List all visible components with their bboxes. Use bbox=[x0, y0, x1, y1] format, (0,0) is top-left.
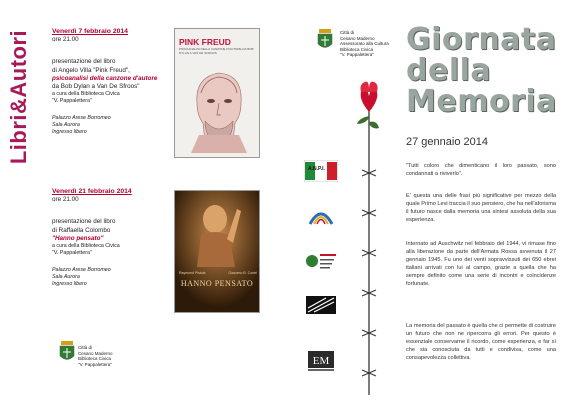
footer-org-line: Biblioteca Civica bbox=[78, 356, 112, 362]
arch-logo-icon bbox=[304, 204, 338, 226]
event-2-venue bbox=[52, 267, 172, 288]
event-1-venue-room: Sala Aurora bbox=[52, 122, 80, 129]
event-1-library: "V. Pappalettera" bbox=[52, 98, 92, 105]
book-cover-hanno-pensato bbox=[174, 190, 260, 313]
event-2-curator: a cura della Biblioteca Civica bbox=[52, 243, 120, 250]
footer-org-line: "V. Pappalettera" bbox=[78, 361, 112, 367]
book-2-title: HANNO PENSATO bbox=[180, 279, 254, 288]
event-2-date: Venerdì 21 febbraio 2014 bbox=[52, 188, 132, 195]
main-title-line-1: Giornata bbox=[406, 22, 557, 57]
event-2-venue-room: Sala Aurora bbox=[52, 274, 80, 281]
event-1-book-title: psicoanalisi della canzone d'autore bbox=[52, 74, 158, 82]
painting-image bbox=[175, 191, 260, 313]
event-1-venue-entry: Ingresso libero bbox=[52, 129, 87, 136]
event-2-book-title: "Hanno pensato" bbox=[52, 234, 104, 242]
event-2-venue-entry: Ingresso libero bbox=[52, 281, 87, 288]
event-1-curator: a cura della Biblioteca Civica bbox=[52, 91, 120, 98]
event-2 bbox=[52, 188, 172, 288]
freud-portrait-image bbox=[183, 63, 255, 153]
brand-vertical-title bbox=[6, 22, 32, 172]
event-2-line: di Raffaella Colombo bbox=[52, 226, 111, 234]
event-2-time: ore 21.00 bbox=[52, 196, 79, 204]
header-org-line: Biblioteca Civica bbox=[340, 46, 374, 52]
header-org-line: Città di bbox=[340, 30, 355, 35]
book-1-title: PINK FREUD bbox=[179, 37, 231, 47]
paragraph-3: La memoria del passato è quella che ci permette di costruire un futuro che non ne ripercorra gli errori. Per questo è essenziale conservarne il ricordo, come esperienza, e far sì che sia conosciuta da tutti e condivisa, come una consapevolezza collettiva. bbox=[406, 323, 556, 362]
event-1-time: ore 21.00 bbox=[52, 36, 79, 44]
event-1-line: presentazione del libro bbox=[52, 58, 116, 66]
header-org-line: "V. Pappalettera" bbox=[340, 52, 374, 58]
paragraph-1: E' questa una delle frasi più significative per mezzo della quale Primo Levi traccia il suo pensiero, che ha nell'aforisma il futuro nasce dalla memoria una sintesi assoluta della sua esperienza. bbox=[406, 193, 556, 224]
anpi-logo bbox=[304, 160, 338, 182]
paragraph-2: Internato ad Auschwitz nel febbraio del 1944, vi rimase fino alla liberazione da parte dell'Armata Rossa avvenuta il 27 gennaio 1945. Fu uno dei venti sopravvissuti dei 650 ebrei italiani arrivati con lui al campo, grazie a quella che ha sempre definito come una serie di incontri e coincidenze fortunate. bbox=[406, 241, 556, 288]
event-1-date: Venerdì 7 febbraio 2014 bbox=[52, 28, 128, 35]
anpi-label: A.N.P.I. bbox=[308, 166, 325, 172]
book-2-author-left: Raymond Pistoia bbox=[179, 271, 206, 275]
event-2-venue-name: Palazzo Arese Borromeo bbox=[52, 267, 111, 274]
main-title-line-2: della bbox=[406, 53, 492, 88]
quote-paragraph: "Tutti coloro che dimenticano il loro passato, sono condannati a riviverlo". bbox=[406, 163, 556, 178]
brand-label: Libri&Autori bbox=[6, 29, 32, 165]
school-logo-icon bbox=[304, 250, 338, 272]
book-2-authors bbox=[179, 271, 257, 275]
main-title-line-3: Memoria bbox=[406, 84, 557, 119]
main-date: 27 gennaio 2014 bbox=[406, 136, 488, 148]
event-1-line: di Angelo Villa "Pink Freud", bbox=[52, 66, 130, 74]
city-crest-icon bbox=[316, 28, 334, 52]
header-org-line: Cesano Maderno bbox=[340, 35, 375, 41]
event-1-venue-name: Palazzo Arese Borromeo bbox=[52, 115, 111, 122]
em-logo-icon bbox=[304, 350, 338, 372]
header-org-line: Assessorato alla Cultura bbox=[340, 41, 389, 47]
event-2-line: presentazione del libro bbox=[52, 218, 116, 226]
event-1 bbox=[52, 28, 172, 136]
book-1-subtitle: PSICOANALISI DELLA CANZONE D'AUTORE DA BOB DYLAN A VAN DE SFROOS bbox=[179, 47, 254, 55]
book-2-author-right: Giacomo B. Contri bbox=[228, 271, 257, 275]
event-1-venue bbox=[52, 115, 172, 136]
stripes-logo-icon bbox=[304, 294, 338, 316]
svg-text:EM: EM bbox=[312, 355, 330, 367]
book-cover-pink-freud bbox=[174, 28, 260, 158]
footer-org-line: Cesano Maderno bbox=[78, 350, 113, 356]
barbed-wire-rose-image bbox=[357, 0, 379, 401]
footer-organization bbox=[78, 345, 113, 367]
city-crest-icon bbox=[58, 340, 76, 364]
main-title bbox=[406, 24, 566, 117]
event-1-line: da Bob Dylan a Van De Sfroos" bbox=[52, 83, 140, 91]
event-2-library: "V. Pappalettera" bbox=[52, 250, 92, 257]
footer-org-line: Città di bbox=[78, 345, 93, 350]
